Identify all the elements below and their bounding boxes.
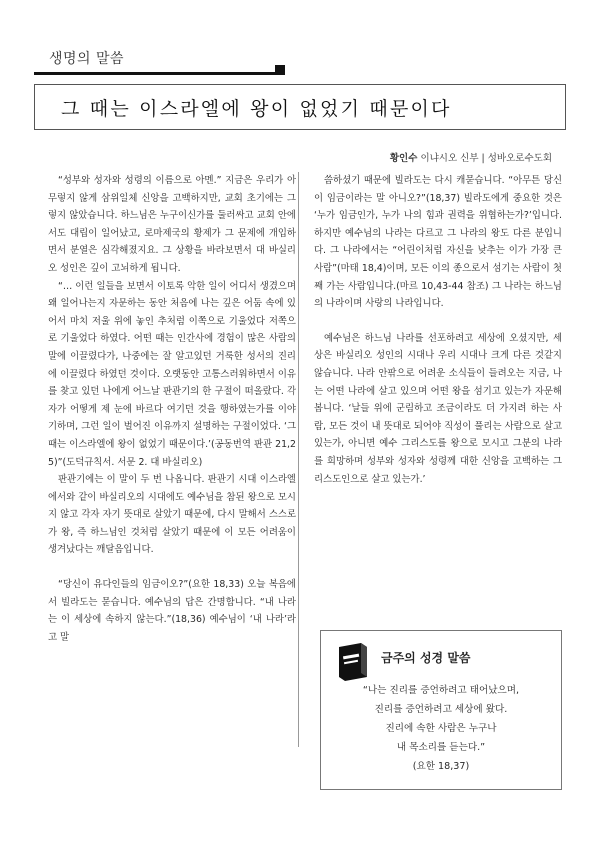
author-name: 황인수 — [389, 153, 418, 164]
bible-icon — [333, 641, 371, 685]
paragraph: “당신이 유다인들의 임금이오?”(요한 18,33) 오늘 복음에서 빌라도는 묻습니다. 예수님의 답은 간명합니다. “내 나라는 이 세상에 속하지 않는다.”(18,36) 예수님이 ‘내 나라’라고 말 — [48, 579, 296, 643]
verse-title: 금주의 성경 말씀 — [381, 651, 471, 665]
left-column — [48, 172, 296, 646]
weekly-verse-box — [320, 630, 562, 790]
verse-reference: (요한 18,37) — [412, 761, 470, 772]
right-column — [314, 172, 562, 488]
paragraph: 판관기에는 이 말이 두 번 나옵니다. 판관기 시대 이스라엘에서와 같이 바실리오의 시대에도 예수님을 참된 왕으로 모시지 않고 각자 자기 뜻대로 살았기 때문에, 다시 말해서 스스로가 왕, 즉 하느님인 것처럼 살았기 때문에 이 모든 어려움이 생겨났다는 깨달음입니다. — [48, 474, 296, 556]
verse-line: 진리를 증언하려고 세상에 왔다. — [374, 704, 508, 715]
verse-line: 내 목소리를 듣는다.” — [396, 742, 486, 753]
paragraph: “성부와 성자와 성령의 이름으로 아멘.” 지금은 우리가 아무렇지 않게 삼위일체 신앙을 고백하지만, 교회 초기에는 그렇지 않았습니다. 하느님은 누구이신가를 둘러싸고 교회 안에서도 대립이 일어났고, 로마제국의 황제가 그 문제에 개입하면서 분열은 심각해졌지요. 그 상황을 바라보면서 대 바실리오 성인은 깊이 고뇌하게 됩니다. — [48, 175, 296, 274]
section-header — [34, 44, 284, 75]
section-label: 생명의 말씀 — [49, 51, 125, 67]
author-role: 이냐시오 신부 | 성바오로수도회 — [420, 153, 552, 164]
column-divider — [298, 172, 299, 747]
verse-text — [321, 681, 561, 776]
verse-line: 진리에 속한 사람은 누구나 — [385, 723, 497, 734]
byline — [390, 150, 552, 164]
article-title: 그 때는 이스라엘에 왕이 없었기 때문이다 — [61, 98, 452, 120]
title-box — [34, 84, 566, 130]
paragraph: 씀하셨기 때문에 빌라도는 다시 캐묻습니다. “아무튼 당신이 임금이라는 말 아니오?”(18,37) 빌라도에게 중요한 것은 ‘누가 임금인가, 누가 나의 힘과 권력을 위협하는가?’입니다. 하지만 예수님의 나라는 다르고 그 나라의 왕도 다른 분입니다. 그 나라에서는 “어린이처럼 자신을 낮추는 이가 가장 큰 사람”(마태 18,4)이며, 모든 이의 종으로서 섬기는 사람이 첫째 가는 사람입니다.(마르 10,43-44 참조) 그 나라는 하느님의 나라이며 사랑의 나라입니다. — [314, 175, 562, 310]
paragraph: 예수님은 하느님 나라를 선포하려고 세상에 오셨지만, 세상은 바실리오 성인의 시대나 우리 시대나 크게 다른 것같지 않습니다. 나라 안팎으로 어려운 소식들이 들려오는 지금, 나는 어떤 나라에 살고 있으며 어떤 왕을 섬기고 있는가 자문해 봅니다. ‘날들 위에 군림하고 조금이라도 더 가지려 하는 사람, 모든 것이 내 뜻대로 되어야 직성이 풀리는 사람으로 살고 있는가, 아니면 예수 그리스도를 왕으로 모시고 그분의 나라를 희망하며 성부와 성자와 성령께 대한 신앙을 고백하는 그리스도인으로 살고 있는가.’ — [314, 332, 562, 485]
paragraph: “… 이런 일들을 보면서 이토록 악한 일이 어디서 생겼으며 왜 일어나는지 자문하는 동안 처음에 나는 깊은 어둠 속에 있어서 마치 저울 위에 놓인 추처럼 이쪽으로 기울었다 저쪽으로 기울었다 하였다. 어떤 때는 인간사에 경험이 많은 사람의 말에 이끌렸다가, 나중에는 잘 알고있던 거룩한 성서의 진리에 이끌렸다 하였던 것이다. 오랫동안 고통스러워하면서 이유를 찾고 있던 나에게 어느날 판관기의 한 구절이 떠올랐다. 각자가 어떻게 제 눈에 바르다 여기던 것을 행하였는가를 이야기하며, 그런 일이 벌어진 이유까지 설명하는 구절이었다. ‘그 때는 이스라엘에 왕이 없었기 때문이다.’(공동번역 판관 21,25)”(도덕규칙서. 서문 2. 대 바실리오) — [48, 280, 296, 468]
verse-line: “나는 진리를 증언하려고 태어났으며, — [362, 685, 520, 696]
